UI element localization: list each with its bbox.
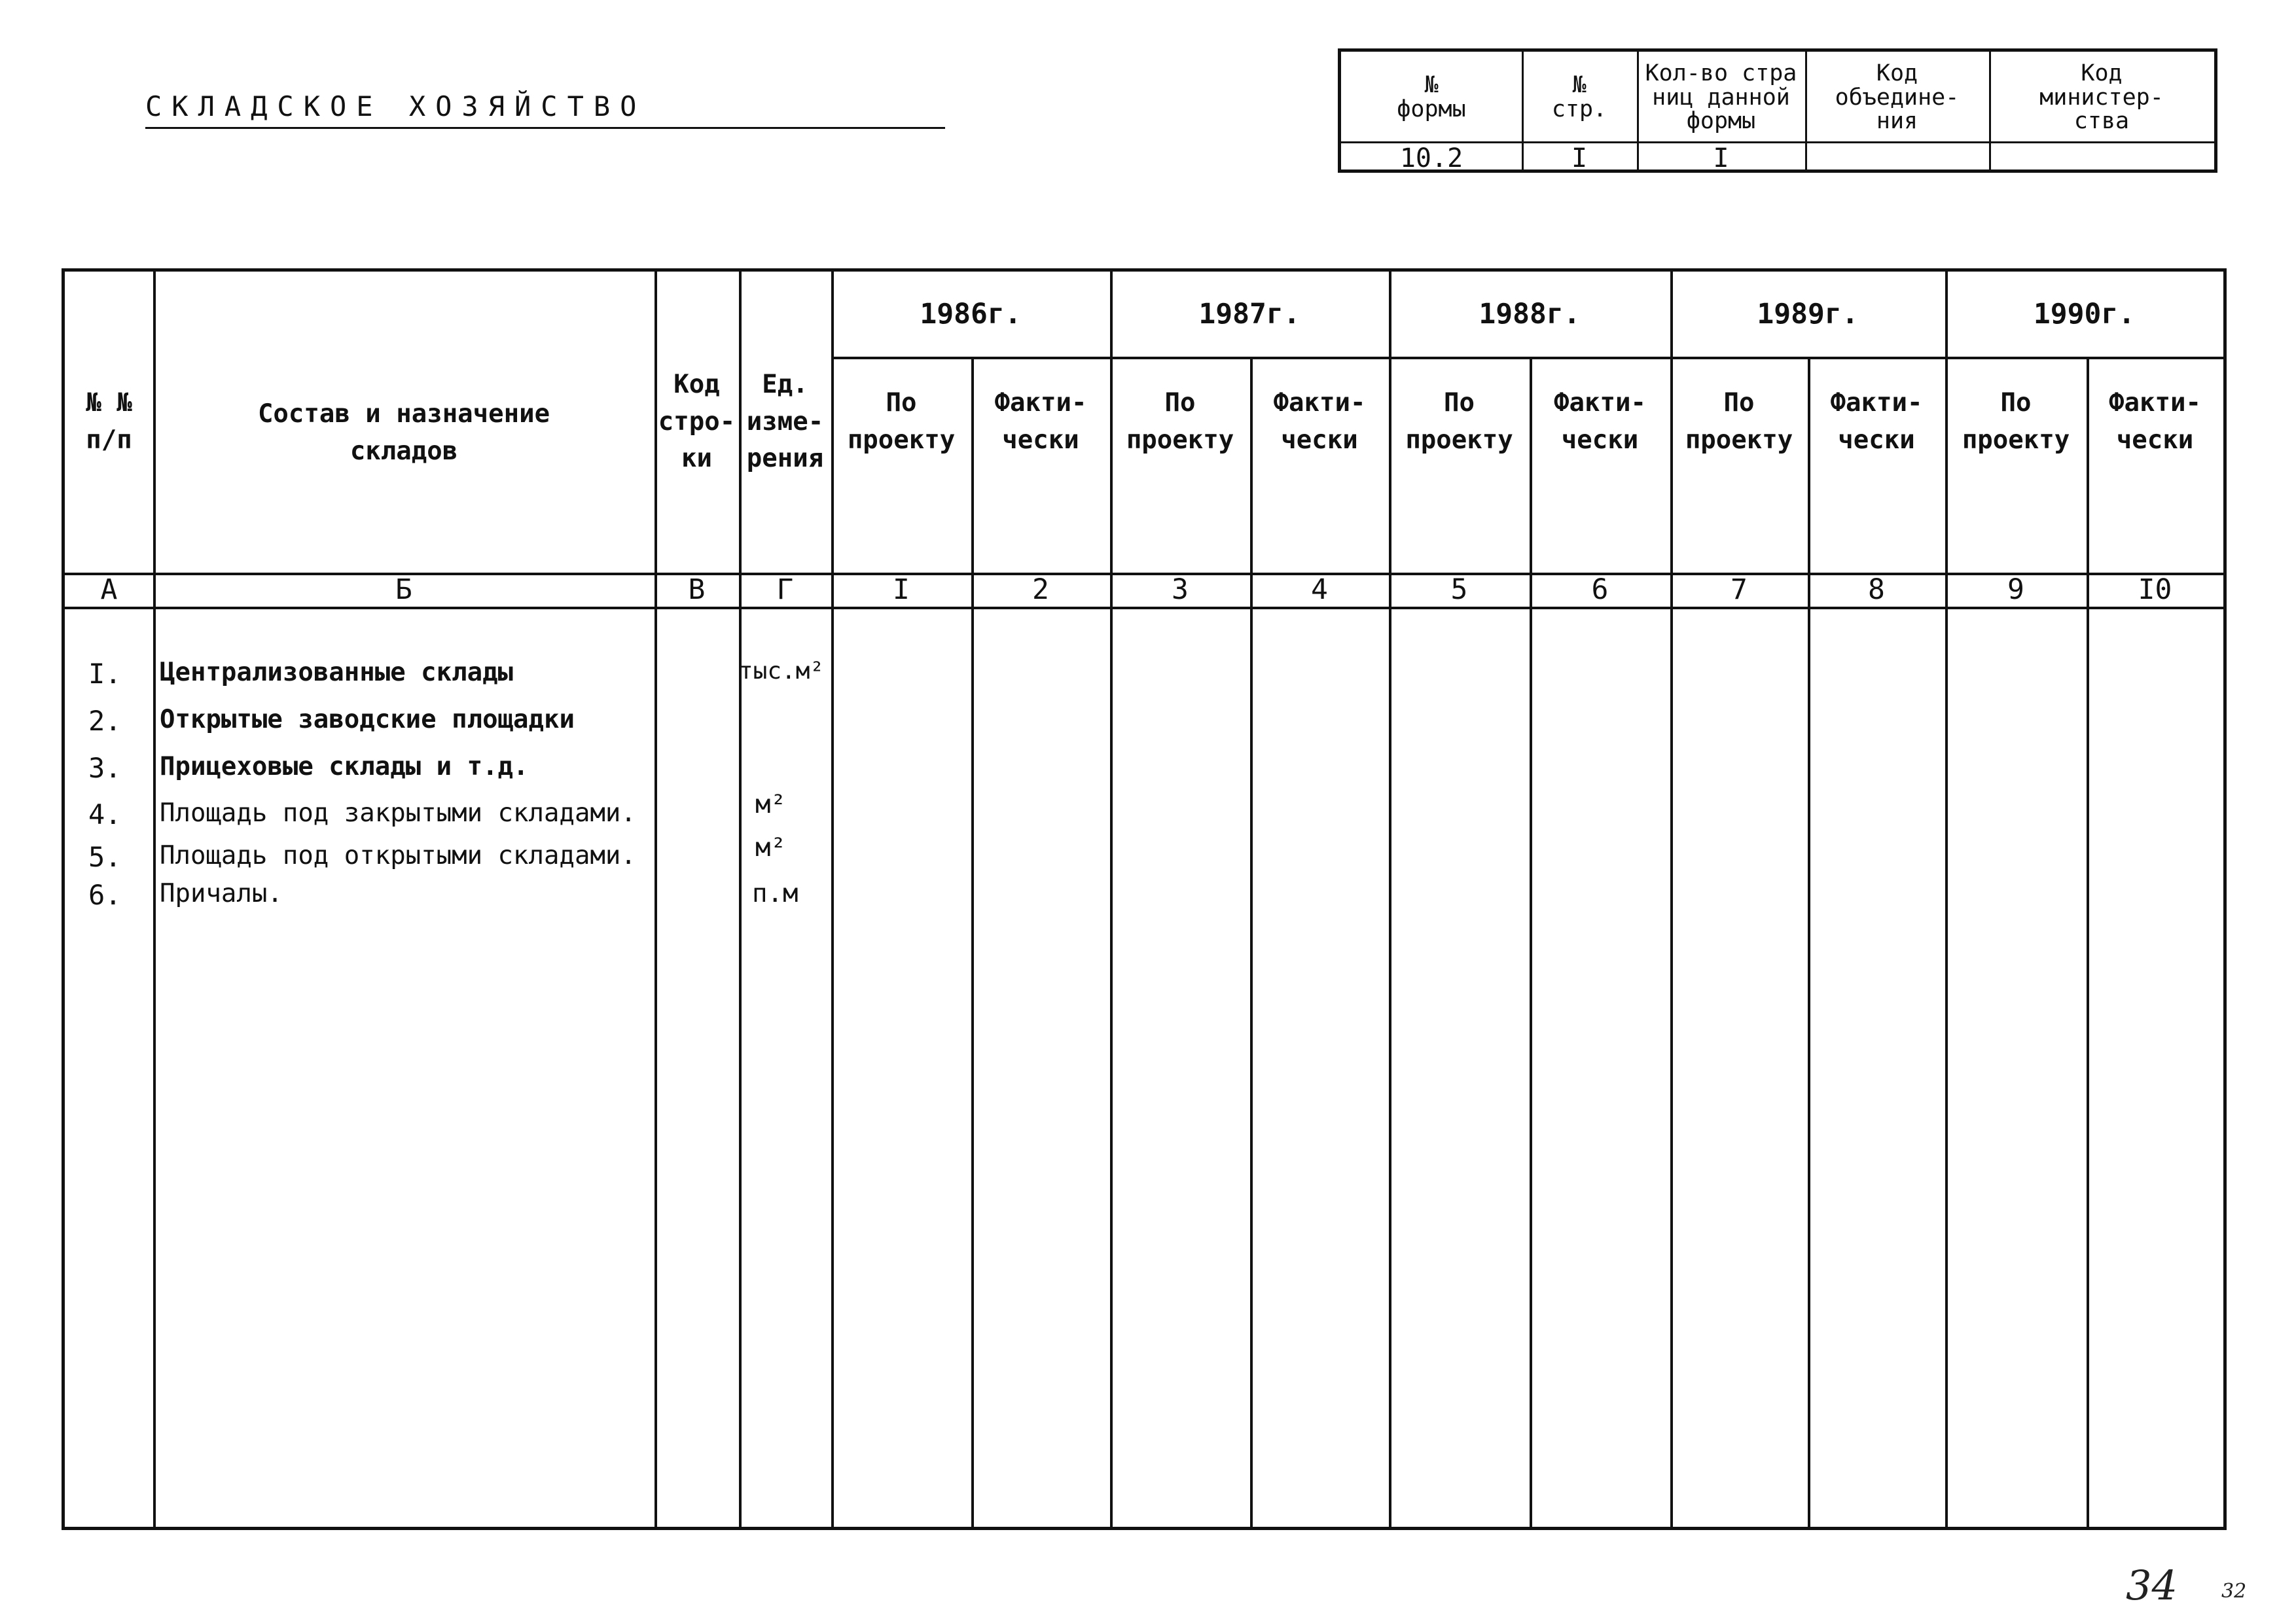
year-header-1989: 1989г. — [1757, 297, 1859, 330]
year-header-1986: 1986г. — [920, 297, 1022, 330]
subheader-fact: Факти- чески — [994, 388, 1087, 455]
page-number-handwritten: 34 — [2126, 1561, 2178, 1609]
column-number: 4 — [1311, 573, 1328, 606]
form-number-label: № формы — [1397, 72, 1466, 122]
divider — [2087, 357, 2089, 1527]
column-letter: А — [100, 573, 118, 606]
column-number: I — [893, 573, 910, 606]
page-count-label: Кол-во стра ниц данной формы — [1645, 60, 1797, 135]
row-unit: м² — [755, 833, 786, 863]
subheader-fact: Факти- чески — [1273, 388, 1366, 455]
row-number: 6. — [88, 879, 122, 911]
association-code-value — [1805, 143, 1989, 173]
col-code-header: Код стро- ки — [658, 370, 736, 474]
column-number: 3 — [1172, 573, 1189, 606]
subheader-fact: Факти- чески — [1554, 388, 1646, 455]
row-number: I. — [88, 658, 122, 690]
subheader-fact: Факти- чески — [1830, 388, 1923, 455]
association-code-label: Код объедине- ния — [1835, 60, 1960, 135]
row-number: 2. — [88, 705, 122, 737]
page-number-value: I — [1571, 143, 1588, 173]
divider — [971, 357, 974, 1527]
subheader-plan: По проекту — [1126, 388, 1234, 455]
row-name: Причалы. — [160, 879, 283, 908]
form-info-box — [1338, 48, 2217, 173]
year-header-1990: 1990г. — [2033, 297, 2136, 330]
divider — [1808, 357, 1810, 1527]
row-unit: м² — [755, 790, 786, 819]
column-letter: В — [688, 573, 706, 606]
page-subnumber: 32 — [2221, 1580, 2247, 1603]
column-number: 9 — [2007, 573, 2024, 606]
col-number-header: № № п/п — [86, 388, 132, 455]
column-number: 6 — [1591, 573, 1609, 606]
year-header-1987: 1987г. — [1198, 297, 1300, 330]
divider — [65, 607, 2223, 609]
divider — [1530, 357, 1532, 1527]
ministry-code-label: Код министер- ства — [2039, 60, 2164, 135]
row-name: Централизованные склады — [160, 658, 514, 687]
col-name-header: Состав и назначение складов — [257, 399, 550, 466]
subheader-plan: По проекту — [847, 388, 956, 455]
col-unit-header: Ед. изме- рения — [746, 370, 824, 474]
divider — [1250, 357, 1253, 1527]
column-letter: Б — [395, 573, 412, 606]
form-number-value: 10.2 — [1399, 143, 1463, 173]
subheader-plan: По проекту — [1405, 388, 1513, 455]
column-number: 5 — [1450, 573, 1468, 606]
subheader-plan: По проекту — [1685, 388, 1793, 455]
subheader-fact: Факти- чески — [2109, 388, 2201, 455]
year-header-1988: 1988г. — [1479, 297, 1581, 330]
row-number: 4. — [88, 798, 122, 830]
row-name: Открытые заводские площадки — [160, 705, 575, 734]
row-unit: тыс.м² — [739, 658, 825, 685]
document-title: СКЛАДСКОЕ ХОЗЯЙСТВО — [145, 90, 647, 122]
row-unit: п.м — [752, 879, 798, 908]
column-number: 2 — [1032, 573, 1049, 606]
row-number: 3. — [88, 752, 122, 784]
ministry-code-value — [1989, 143, 2214, 173]
subheader-plan: По проекту — [1962, 388, 2070, 455]
column-number: 8 — [1868, 573, 1885, 606]
title-underline — [145, 127, 945, 129]
row-number: 5. — [88, 841, 122, 873]
page-count-value: I — [1713, 143, 1729, 173]
row-name: Прицеховые склады и т.д. — [160, 752, 529, 781]
row-name: Площадь под открытыми складами. — [160, 841, 636, 870]
column-letter: Г — [776, 573, 794, 606]
column-number: I0 — [2138, 573, 2172, 606]
row-name: Площадь под закрытыми складами. — [160, 798, 636, 828]
page-number-label: № стр. — [1551, 72, 1607, 122]
warehouse-table — [62, 268, 2227, 1530]
column-number: 7 — [1731, 573, 1748, 606]
